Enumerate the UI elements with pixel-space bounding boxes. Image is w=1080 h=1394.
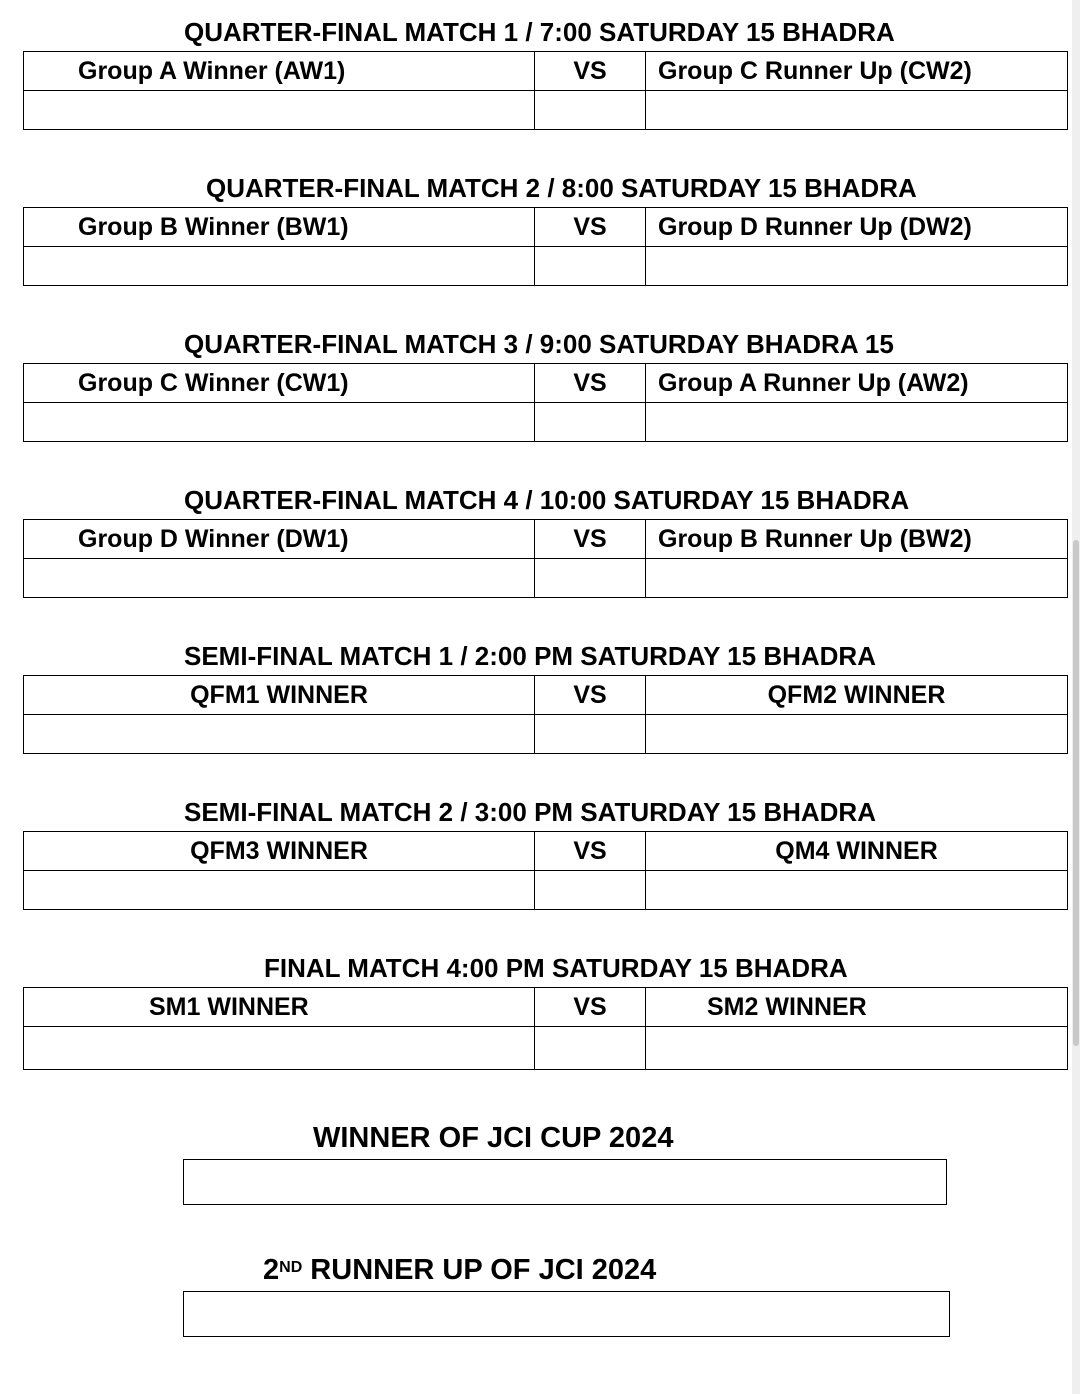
runner-up-text: RUNNER UP OF JCI 2024 <box>302 1254 657 1286</box>
team1-score-cell[interactable] <box>24 871 535 910</box>
team1-label: Group D Winner (DW1) <box>24 520 535 559</box>
vs-score-cell[interactable] <box>535 91 646 130</box>
team1-label: Group C Winner (CW1) <box>24 364 535 403</box>
team1-label: Group B Winner (BW1) <box>24 208 535 247</box>
vs-score-cell[interactable] <box>535 715 646 754</box>
team1-label: QFM3 WINNER <box>24 832 535 871</box>
match-table <box>23 831 1068 910</box>
team1-score-cell[interactable] <box>24 91 535 130</box>
team2-label: Group C Runner Up (CW2) <box>646 52 1068 91</box>
vs-score-cell[interactable] <box>535 403 646 442</box>
match-title: QUARTER-FINAL MATCH 1 / 7:00 SATURDAY 15 BHADRA <box>184 17 895 47</box>
match-table <box>23 207 1068 286</box>
team1-score-cell[interactable] <box>24 715 535 754</box>
team2-label: QFM2 WINNER <box>646 676 1068 715</box>
match-title: QUARTER-FINAL MATCH 2 / 8:00 SATURDAY 15 BHADRA <box>206 173 917 203</box>
team1-score-cell[interactable] <box>24 1027 535 1070</box>
team2-score-cell[interactable] <box>646 1027 1068 1070</box>
winner-title: WINNER OF JCI CUP 2024 <box>313 1122 674 1154</box>
match-table <box>23 987 1068 1070</box>
team2-score-cell[interactable] <box>646 715 1068 754</box>
match-title: SEMI-FINAL MATCH 1 / 2:00 PM SATURDAY 15 BHADRA <box>184 641 876 671</box>
team2-label: Group D Runner Up (DW2) <box>646 208 1068 247</box>
winner-box[interactable] <box>183 1159 947 1205</box>
runner-up-prefix: 2 <box>263 1254 280 1286</box>
vs-label: VS <box>535 832 646 871</box>
team2-score-cell[interactable] <box>646 91 1068 130</box>
team1-score-cell[interactable] <box>24 247 535 286</box>
match-table <box>23 51 1068 130</box>
team1-label: SM1 WINNER <box>24 988 535 1027</box>
vs-label: VS <box>535 52 646 91</box>
match-table <box>23 675 1068 754</box>
vs-score-cell[interactable] <box>535 871 646 910</box>
match-title: SEMI-FINAL MATCH 2 / 3:00 PM SATURDAY 15 BHADRA <box>184 797 876 827</box>
vs-label: VS <box>535 676 646 715</box>
runner-up-box[interactable] <box>183 1291 950 1337</box>
vs-score-cell[interactable] <box>535 1027 646 1070</box>
vs-label: VS <box>535 520 646 559</box>
vs-label: VS <box>535 364 646 403</box>
vs-score-cell[interactable] <box>535 247 646 286</box>
vs-label: VS <box>535 208 646 247</box>
match-title: QUARTER-FINAL MATCH 3 / 9:00 SATURDAY BHADRA 15 <box>184 329 894 359</box>
team1-label: QFM1 WINNER <box>24 676 535 715</box>
team2-score-cell[interactable] <box>646 871 1068 910</box>
team2-score-cell[interactable] <box>646 403 1068 442</box>
team2-label: QM4 WINNER <box>646 832 1068 871</box>
team1-score-cell[interactable] <box>24 403 535 442</box>
match-table <box>23 363 1068 442</box>
team2-label: Group B Runner Up (BW2) <box>646 520 1068 559</box>
vs-label: VS <box>535 988 646 1027</box>
match-table <box>23 519 1068 598</box>
team2-score-cell[interactable] <box>646 559 1068 598</box>
team1-score-cell[interactable] <box>24 559 535 598</box>
match-title: FINAL MATCH 4:00 PM SATURDAY 15 BHADRA <box>264 953 848 983</box>
runner-up-sup: ND <box>279 1259 303 1276</box>
match-title: QUARTER-FINAL MATCH 4 / 10:00 SATURDAY 15 BHADRA <box>184 485 910 515</box>
team2-score-cell[interactable] <box>646 247 1068 286</box>
team2-label: Group A Runner Up (AW2) <box>646 364 1068 403</box>
runner-up-title <box>263 1253 656 1287</box>
vs-score-cell[interactable] <box>535 559 646 598</box>
team1-label: Group A Winner (AW1) <box>24 52 535 91</box>
scrollbar-thumb[interactable] <box>1073 540 1079 1046</box>
team2-label: SM2 WINNER <box>646 988 1068 1027</box>
